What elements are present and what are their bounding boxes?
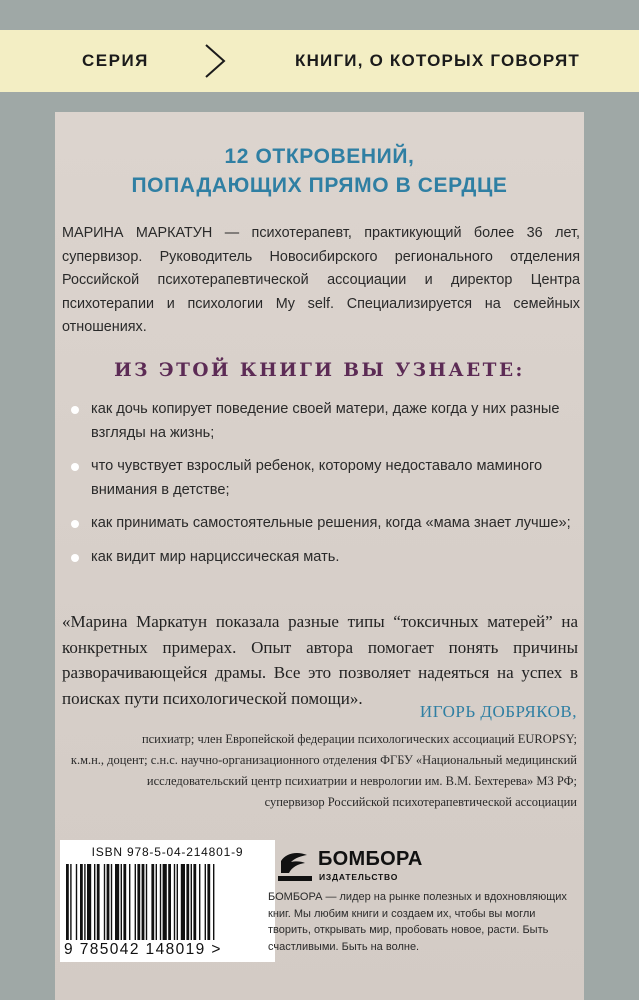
list-item-text: что чувствует взрослый ребенок, которому недоставало маминого внимания в детстве; xyxy=(91,458,543,498)
barcode-bar xyxy=(205,864,206,940)
barcode-digits: 9 785042 148019 > xyxy=(64,941,222,958)
bullet-icon xyxy=(71,554,79,562)
series-label: СЕРИЯ xyxy=(82,51,149,70)
barcode-bar xyxy=(142,864,145,940)
barcode-bar xyxy=(177,864,178,940)
review-author: ИГОРЬ ДОБРЯКОВ, xyxy=(419,702,577,721)
barcode-bar xyxy=(156,864,157,940)
list-item xyxy=(71,512,571,536)
barcode-graphic xyxy=(66,864,266,940)
barcode-bar xyxy=(104,864,105,940)
barcode-bar xyxy=(168,864,171,940)
author-bio: МАРИНА МАРКАТУН — психотерапевт, практикующий более 36 лет, супервизор. Руководитель Новосибирского регионального отделения Российской психотерапевтической ассоциации и директор Центра психотерапии и психологии My self. Специализируется на семейных отношениях. xyxy=(62,225,580,335)
barcode-bar xyxy=(199,864,200,940)
credential-line: исследовательский центр психиатрии и неврологии им. В.М. Бехтерева» МЗ РФ; xyxy=(146,774,577,788)
barcode-bar xyxy=(186,864,189,940)
barcode-box xyxy=(60,840,275,962)
barcode-bar xyxy=(76,864,77,940)
barcode-bar xyxy=(137,864,140,940)
barcode-bar xyxy=(213,864,214,940)
barcode-bar xyxy=(135,864,136,940)
barcode-bar xyxy=(123,864,126,940)
credential-line: супервизор Российской психотерапевтической ассоциации xyxy=(264,795,577,809)
series-bar xyxy=(0,30,639,92)
chevron-right-icon xyxy=(200,42,230,80)
barcode-bar xyxy=(66,864,69,940)
barcode-bar xyxy=(191,864,192,940)
barcode-bar xyxy=(94,864,95,940)
list-item xyxy=(71,398,571,445)
barcode-bar xyxy=(163,864,167,940)
barcode-bar xyxy=(80,864,83,940)
publisher-description: БОМБОРА — лидер на рынке полезных и вдохновляющих книг. Мы любим книги и создаем их, чтобы вы могли творить, открывать мир, пробовать новое, расти. Быть счастливыми. Быть на волне. xyxy=(268,891,567,953)
barcode-bar xyxy=(151,864,154,940)
list-item xyxy=(71,546,571,570)
learn-list xyxy=(71,398,571,579)
isbn-text: ISBN 978-5-04-214801-9 xyxy=(91,845,244,859)
publisher-logo-icon xyxy=(277,849,313,883)
series-name: КНИГИ, О КОТОРЫХ ГОВОРЯТ xyxy=(295,51,580,70)
barcode-bar xyxy=(181,864,185,940)
publisher-name: БОМБОРА xyxy=(318,848,423,870)
barcode-bar xyxy=(193,864,196,940)
headline-line-1: 12 ОТКРОВЕНИЙ, xyxy=(224,145,415,168)
credential-line: к.м.н., доцент; с.н.с. научно-организационного отделения ФГБУ «Национальный медицинский xyxy=(70,753,577,767)
barcode-bar xyxy=(121,864,122,940)
learn-title: ИЗ ЭТОЙ КНИГИ ВЫ УЗНАЕТЕ: xyxy=(114,360,525,381)
list-item-text: как видит мир нарциссическая мать. xyxy=(91,548,340,565)
barcode-bar xyxy=(97,864,100,940)
barcode-bar xyxy=(87,864,91,940)
credential-line: психиатр; член Европейской федерации психологических ассоциаций EUROPSY; xyxy=(141,732,577,746)
barcode-bar xyxy=(146,864,147,940)
review-credentials xyxy=(57,729,577,813)
back-cover-panel xyxy=(55,112,584,1000)
barcode-bar xyxy=(160,864,161,940)
headline xyxy=(55,142,584,200)
barcode-bar xyxy=(115,864,119,940)
headline-line-2: ПОПАДАЮЩИХ ПРЯМО В СЕРДЦЕ xyxy=(131,174,508,197)
barcode-bar xyxy=(129,864,130,940)
barcode-bar xyxy=(70,864,71,940)
barcode-bar xyxy=(111,864,112,940)
list-item xyxy=(71,455,571,502)
barcode-bar xyxy=(84,864,85,940)
review-quote: «Марина Маркатун показала разные типы “токсичных матерей” на конкретных примерах. Опыт автора помогает понять причины разворачивающейся драмы. Все это позволяет надеяться на успех в поисках пути психологической помощи». xyxy=(62,612,578,708)
barcode-bar xyxy=(107,864,110,940)
bullet-icon xyxy=(71,463,79,471)
bullet-icon xyxy=(71,406,79,414)
list-item-text: как дочь копирует поведение своей матери, даже когда у них разные взгляды на жизнь; xyxy=(91,401,560,441)
barcode-bar xyxy=(207,864,210,940)
bullet-icon xyxy=(71,520,79,528)
barcode-bar xyxy=(174,864,175,940)
list-item-text: как принимать самостоятельные решения, когда «мама знает лучше»; xyxy=(91,515,571,531)
publisher-subtitle: ИЗДАТЕЛЬСТВО xyxy=(319,872,399,882)
